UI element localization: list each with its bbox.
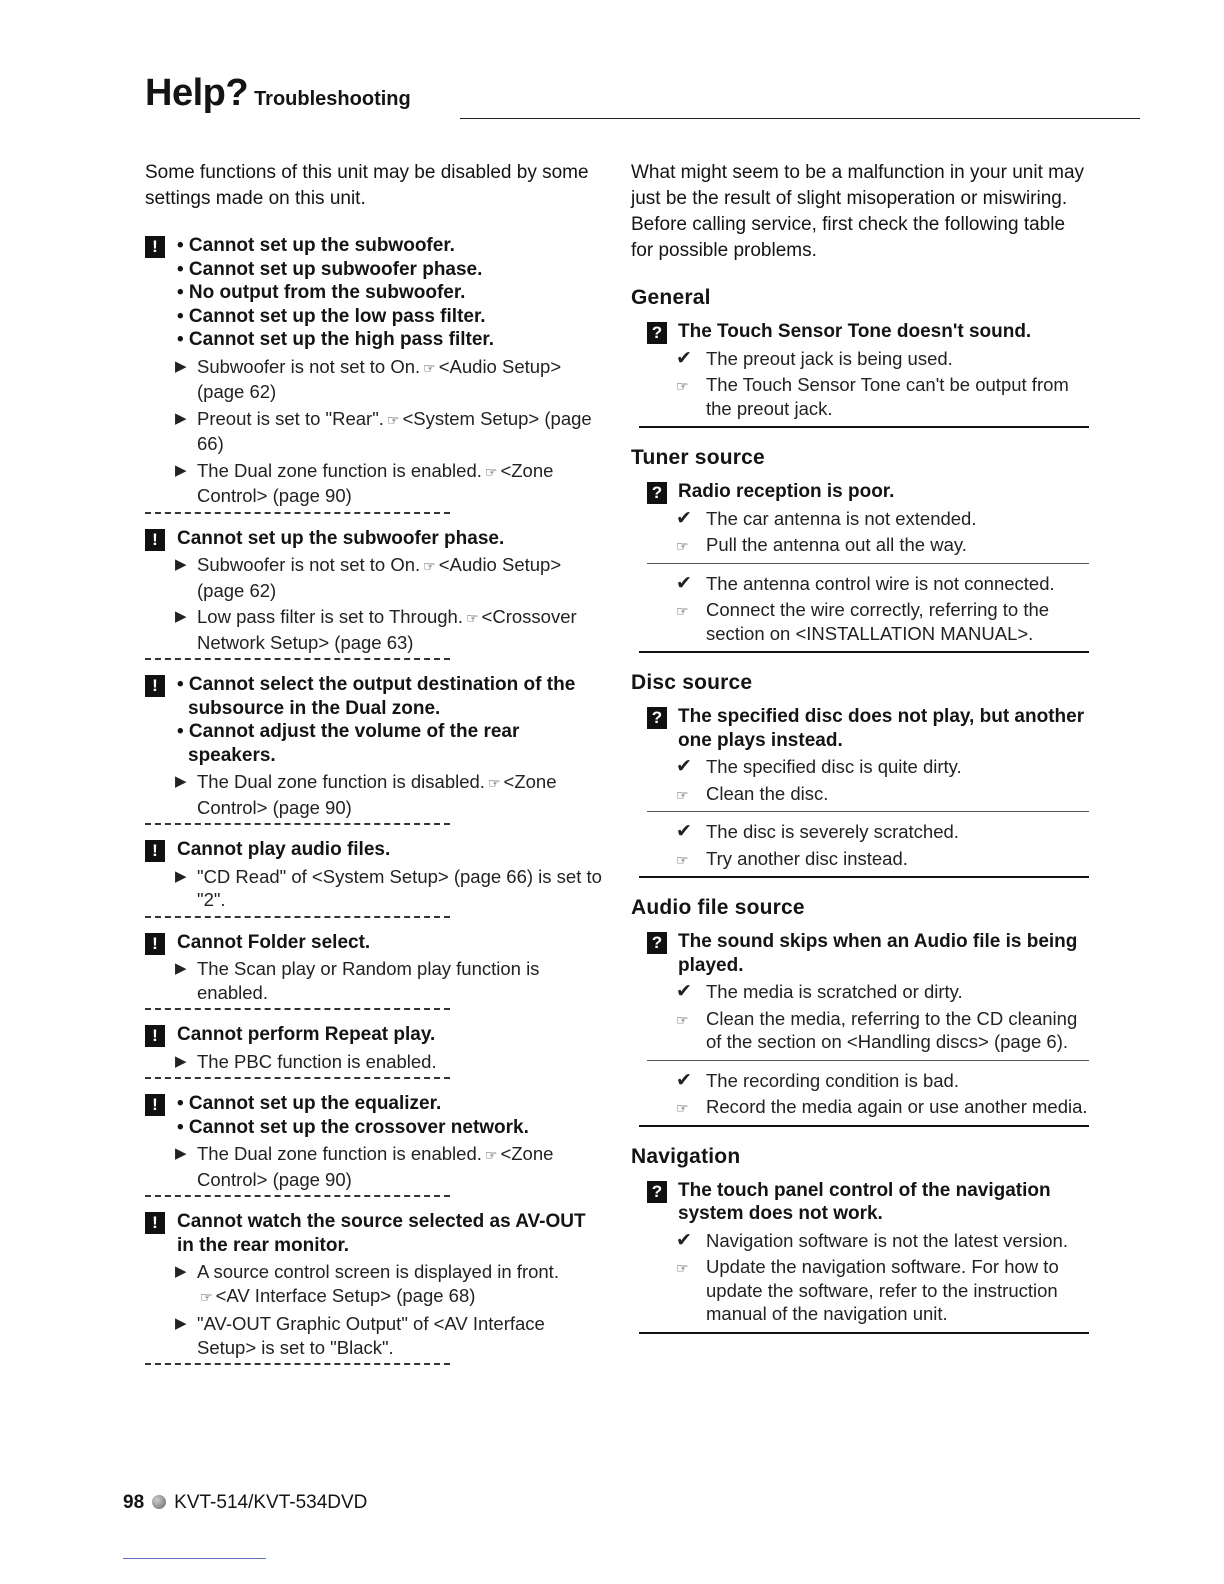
cause-text: The antenna control wire is not connected. [706, 572, 1055, 594]
question-icon: ! [145, 675, 165, 697]
check-icon: ✔ [676, 1069, 692, 1091]
section-general [631, 286, 1089, 428]
page-title: Help? [145, 72, 249, 114]
list-item [145, 931, 607, 1011]
dashed-divider [145, 823, 450, 825]
left-column [145, 160, 607, 1378]
problem-text: • Cannot set up the subwoofer. [177, 235, 455, 256]
page-header [145, 72, 411, 115]
list-item [145, 1023, 607, 1079]
cause-line: ▶ Subwoofer is not set to On. ☞ <Audio Setup> (page 62) [175, 554, 562, 601]
question-icon: ? [647, 482, 667, 504]
problem-text: Cannot play audio files. [177, 839, 391, 860]
model-name: KVT-514/KVT-534DVD [174, 1492, 368, 1513]
page-number: 98 [123, 1492, 145, 1513]
hand-pointer-icon: ☞ [676, 603, 689, 619]
list-item [145, 673, 607, 825]
cause-text: The specified disc is quite dirty. [706, 756, 962, 777]
hand-pointer-icon: ☞ [676, 1100, 689, 1116]
problem-text: • Cannot set up the low pass filter. [177, 305, 486, 327]
section-navigation [631, 1145, 1089, 1334]
dashed-divider [145, 1077, 450, 1079]
dashed-divider [145, 1195, 450, 1197]
question-icon: ! [145, 933, 165, 955]
problem-text: Cannot perform Repeat play. [177, 1024, 436, 1045]
arrow-icon: ▶ [175, 1315, 187, 1332]
cause-text: The media is scratched or dirty. [706, 981, 963, 1002]
cause-text: The car antenna is not extended. [706, 507, 977, 529]
dashed-divider [145, 916, 450, 918]
hand-pointer-icon: ☞ [484, 463, 498, 480]
question-icon: ! [145, 840, 165, 862]
dashed-divider [145, 512, 450, 514]
problem-text: The sound skips when an Audio file is being played. [678, 931, 1078, 976]
cause-text: The preout jack is being used. [706, 347, 953, 369]
cause-line: ▶ Preout is set to "Rear". ☞ <System Setup> (page 66) [175, 407, 592, 454]
problem-text: Cannot watch the source selected as AV-OUT in the rear monitor. [177, 1211, 586, 1256]
check-icon: ✔ [676, 572, 692, 594]
problem-text: • Cannot select the output destination of the subsource in the Dual zone. [177, 674, 576, 719]
question-icon: ! [145, 1212, 165, 1234]
right-column [631, 160, 1089, 1334]
hand-pointer-icon: ☞ [484, 1147, 498, 1163]
hand-pointer-icon: ☞ [676, 786, 689, 803]
problem-text: • Cannot set up the high pass filter. [177, 329, 495, 350]
section-audio-file-source [631, 896, 1089, 1127]
arrow-icon: ▶ [175, 1052, 187, 1070]
check-icon: ✔ [676, 507, 692, 529]
section-divider [639, 651, 1089, 653]
hand-pointer-icon: ☞ [200, 1288, 213, 1305]
arrow-icon: ▶ [175, 461, 187, 479]
dashed-divider [145, 1363, 450, 1365]
page-subtitle: Troubleshooting [254, 88, 411, 110]
solution-text: Connect the wire correctly, referring to the section on <INSTALLATION MANUAL>. [706, 599, 1050, 644]
question-icon: ? [647, 322, 667, 344]
solution-text: Record the media again or use another media. [706, 1096, 1088, 1117]
problem-text: • Cannot adjust the volume of the rear speakers. [177, 721, 520, 766]
cause-line: ▶ The Dual zone function is disabled. ☞ <Zone Control> (page 90) [175, 771, 557, 818]
arrow-icon: ▶ [175, 409, 187, 427]
problem-text: The Touch Sensor Tone doesn't sound. [678, 321, 1032, 342]
cause-line: ▶ The Dual zone function is enabled. ☞ <Zone Control> (page 90) [175, 459, 554, 506]
check-icon: ✔ [676, 981, 692, 1002]
cause-line: ▶ The Dual zone function is enabled. ☞ <Zone Control> (page 90) [175, 1143, 554, 1190]
list-item [145, 527, 607, 661]
question-icon: ! [145, 236, 165, 258]
arrow-icon: ▶ [175, 1145, 187, 1162]
hand-pointer-icon: ☞ [676, 378, 689, 394]
solution-text: The Touch Sensor Tone can't be output from the preout jack. [706, 374, 1069, 419]
cause-line: ▶ Low pass filter is set to Through. ☞ <Crossover Network Setup> (page 63) [175, 606, 577, 653]
hand-pointer-icon: ☞ [676, 538, 689, 554]
section-title: Navigation [631, 1144, 741, 1168]
problem-text: • Cannot set up the equalizer. [177, 1093, 442, 1114]
dashed-divider [145, 658, 450, 660]
cause-solution-pair [676, 1229, 1089, 1326]
list-item [145, 234, 607, 514]
cause-line: ▶ Subwoofer is not set to On. ☞ <Audio Setup> (page 62) [175, 355, 562, 402]
section-tuner-source [631, 446, 1089, 653]
question-icon: ! [145, 529, 165, 551]
list-item [145, 1092, 607, 1197]
dashed-divider [145, 1008, 450, 1010]
cause-solution-pair [676, 755, 1089, 805]
arrow-icon: ▶ [175, 867, 187, 885]
problem-text: Cannot Folder select. [177, 931, 371, 953]
problem-text: • Cannot set up subwoofer phase. [177, 258, 483, 280]
problem-text: Radio reception is poor. [678, 481, 895, 502]
solution-text: Clean the disc. [706, 782, 829, 804]
section-title: Audio file source [631, 896, 805, 919]
arrow-icon: ▶ [175, 773, 187, 790]
section-divider [639, 1125, 1089, 1127]
cause-line: ▶ The Scan play or Random play function is enabled. [175, 958, 540, 1003]
cause-line: ▶ "CD Read" of <System Setup> (page 66) is set to "2". [175, 865, 602, 910]
arrow-icon: ▶ [175, 1263, 187, 1280]
arrow-icon: ▶ [175, 608, 187, 625]
solution-text: Pull the antenna out all the way. [706, 534, 967, 555]
arrow-icon: ▶ [175, 960, 187, 977]
disc-bullet-icon [152, 1495, 166, 1509]
hand-pointer-icon: ☞ [465, 610, 479, 626]
problem-text: • Cannot set up the crossover network. [177, 1116, 529, 1138]
right-intro: What might seem to be a malfunction in your unit may just be the result of slight misoperation or miswiring. Before calling service, first check the following table for possible problems. [631, 162, 1085, 261]
hand-pointer-icon: ☞ [487, 775, 501, 791]
problem-text: Cannot set up the subwoofer phase. [177, 527, 505, 549]
hand-pointer-icon: ☞ [423, 359, 436, 376]
solution-text: Try another disc instead. [706, 847, 908, 869]
cause-line: ▶ The PBC function is enabled. [175, 1050, 437, 1072]
section-divider [639, 1332, 1089, 1334]
pair-divider [647, 563, 1089, 564]
cause-solution-pair [676, 1069, 1089, 1119]
list-item [145, 1210, 607, 1365]
hand-pointer-icon: ☞ [676, 1260, 689, 1276]
problem-text: The touch panel control of the navigation system does not work. [678, 1179, 1051, 1224]
cause-solution-pair [676, 347, 1089, 421]
cause-solution-pair [676, 820, 1089, 870]
footer-rule [123, 1558, 266, 1559]
cause-line: ▶ A source control screen is displayed in front. ☞ <AV Interface Setup> (page 68) [175, 1261, 559, 1306]
question-icon: ? [647, 932, 667, 954]
hand-pointer-icon: ☞ [386, 411, 400, 428]
list-item [145, 838, 607, 918]
solution-text: Update the navigation software. For how to update the software, refer to the instruction manual of the navigation unit. [706, 1256, 1059, 1324]
section-divider [639, 426, 1089, 428]
section-divider [639, 876, 1089, 878]
cause-text: The disc is severely scratched. [706, 821, 959, 842]
page-footer [123, 1492, 367, 1514]
question-icon: ? [647, 1181, 667, 1203]
cause-line: ▶ "AV-OUT Graphic Output" of <AV Interface Setup> is set to "Black". [175, 1313, 545, 1358]
question-icon: ? [647, 707, 667, 729]
section-title: Tuner source [631, 446, 765, 469]
section-disc-source [631, 671, 1089, 878]
cause-solution-pair [676, 572, 1089, 646]
cause-solution-pair [676, 980, 1089, 1054]
section-title: General [631, 286, 711, 309]
section-title: Disc source [631, 671, 753, 694]
left-intro: Some functions of this unit may be disabled by some settings made on this unit. [145, 162, 589, 209]
check-icon: ✔ [676, 347, 692, 369]
question-icon: ! [145, 1025, 165, 1047]
check-icon: ✔ [676, 756, 692, 777]
cause-text: The recording condition is bad. [706, 1069, 959, 1091]
problem-text: The specified disc does not play, but another one plays instead. [678, 706, 1085, 751]
check-icon: ✔ [676, 1229, 692, 1251]
cause-text: Navigation software is not the latest version. [706, 1229, 1068, 1251]
hand-pointer-icon: ☞ [423, 558, 436, 574]
pair-divider [647, 1060, 1089, 1061]
arrow-icon: ▶ [175, 357, 187, 375]
pair-divider [647, 811, 1089, 812]
hand-pointer-icon: ☞ [676, 851, 689, 868]
problem-text: • No output from the subwoofer. [177, 282, 466, 303]
solution-text: Clean the media, referring to the CD cleaning of the section on <Handling discs> (page 6). [706, 1007, 1078, 1052]
cause-solution-pair [676, 507, 1089, 557]
check-icon: ✔ [676, 821, 692, 842]
header-rule [460, 118, 1140, 119]
arrow-icon: ▶ [175, 556, 187, 573]
hand-pointer-icon: ☞ [676, 1011, 689, 1028]
question-icon: ! [145, 1094, 165, 1116]
